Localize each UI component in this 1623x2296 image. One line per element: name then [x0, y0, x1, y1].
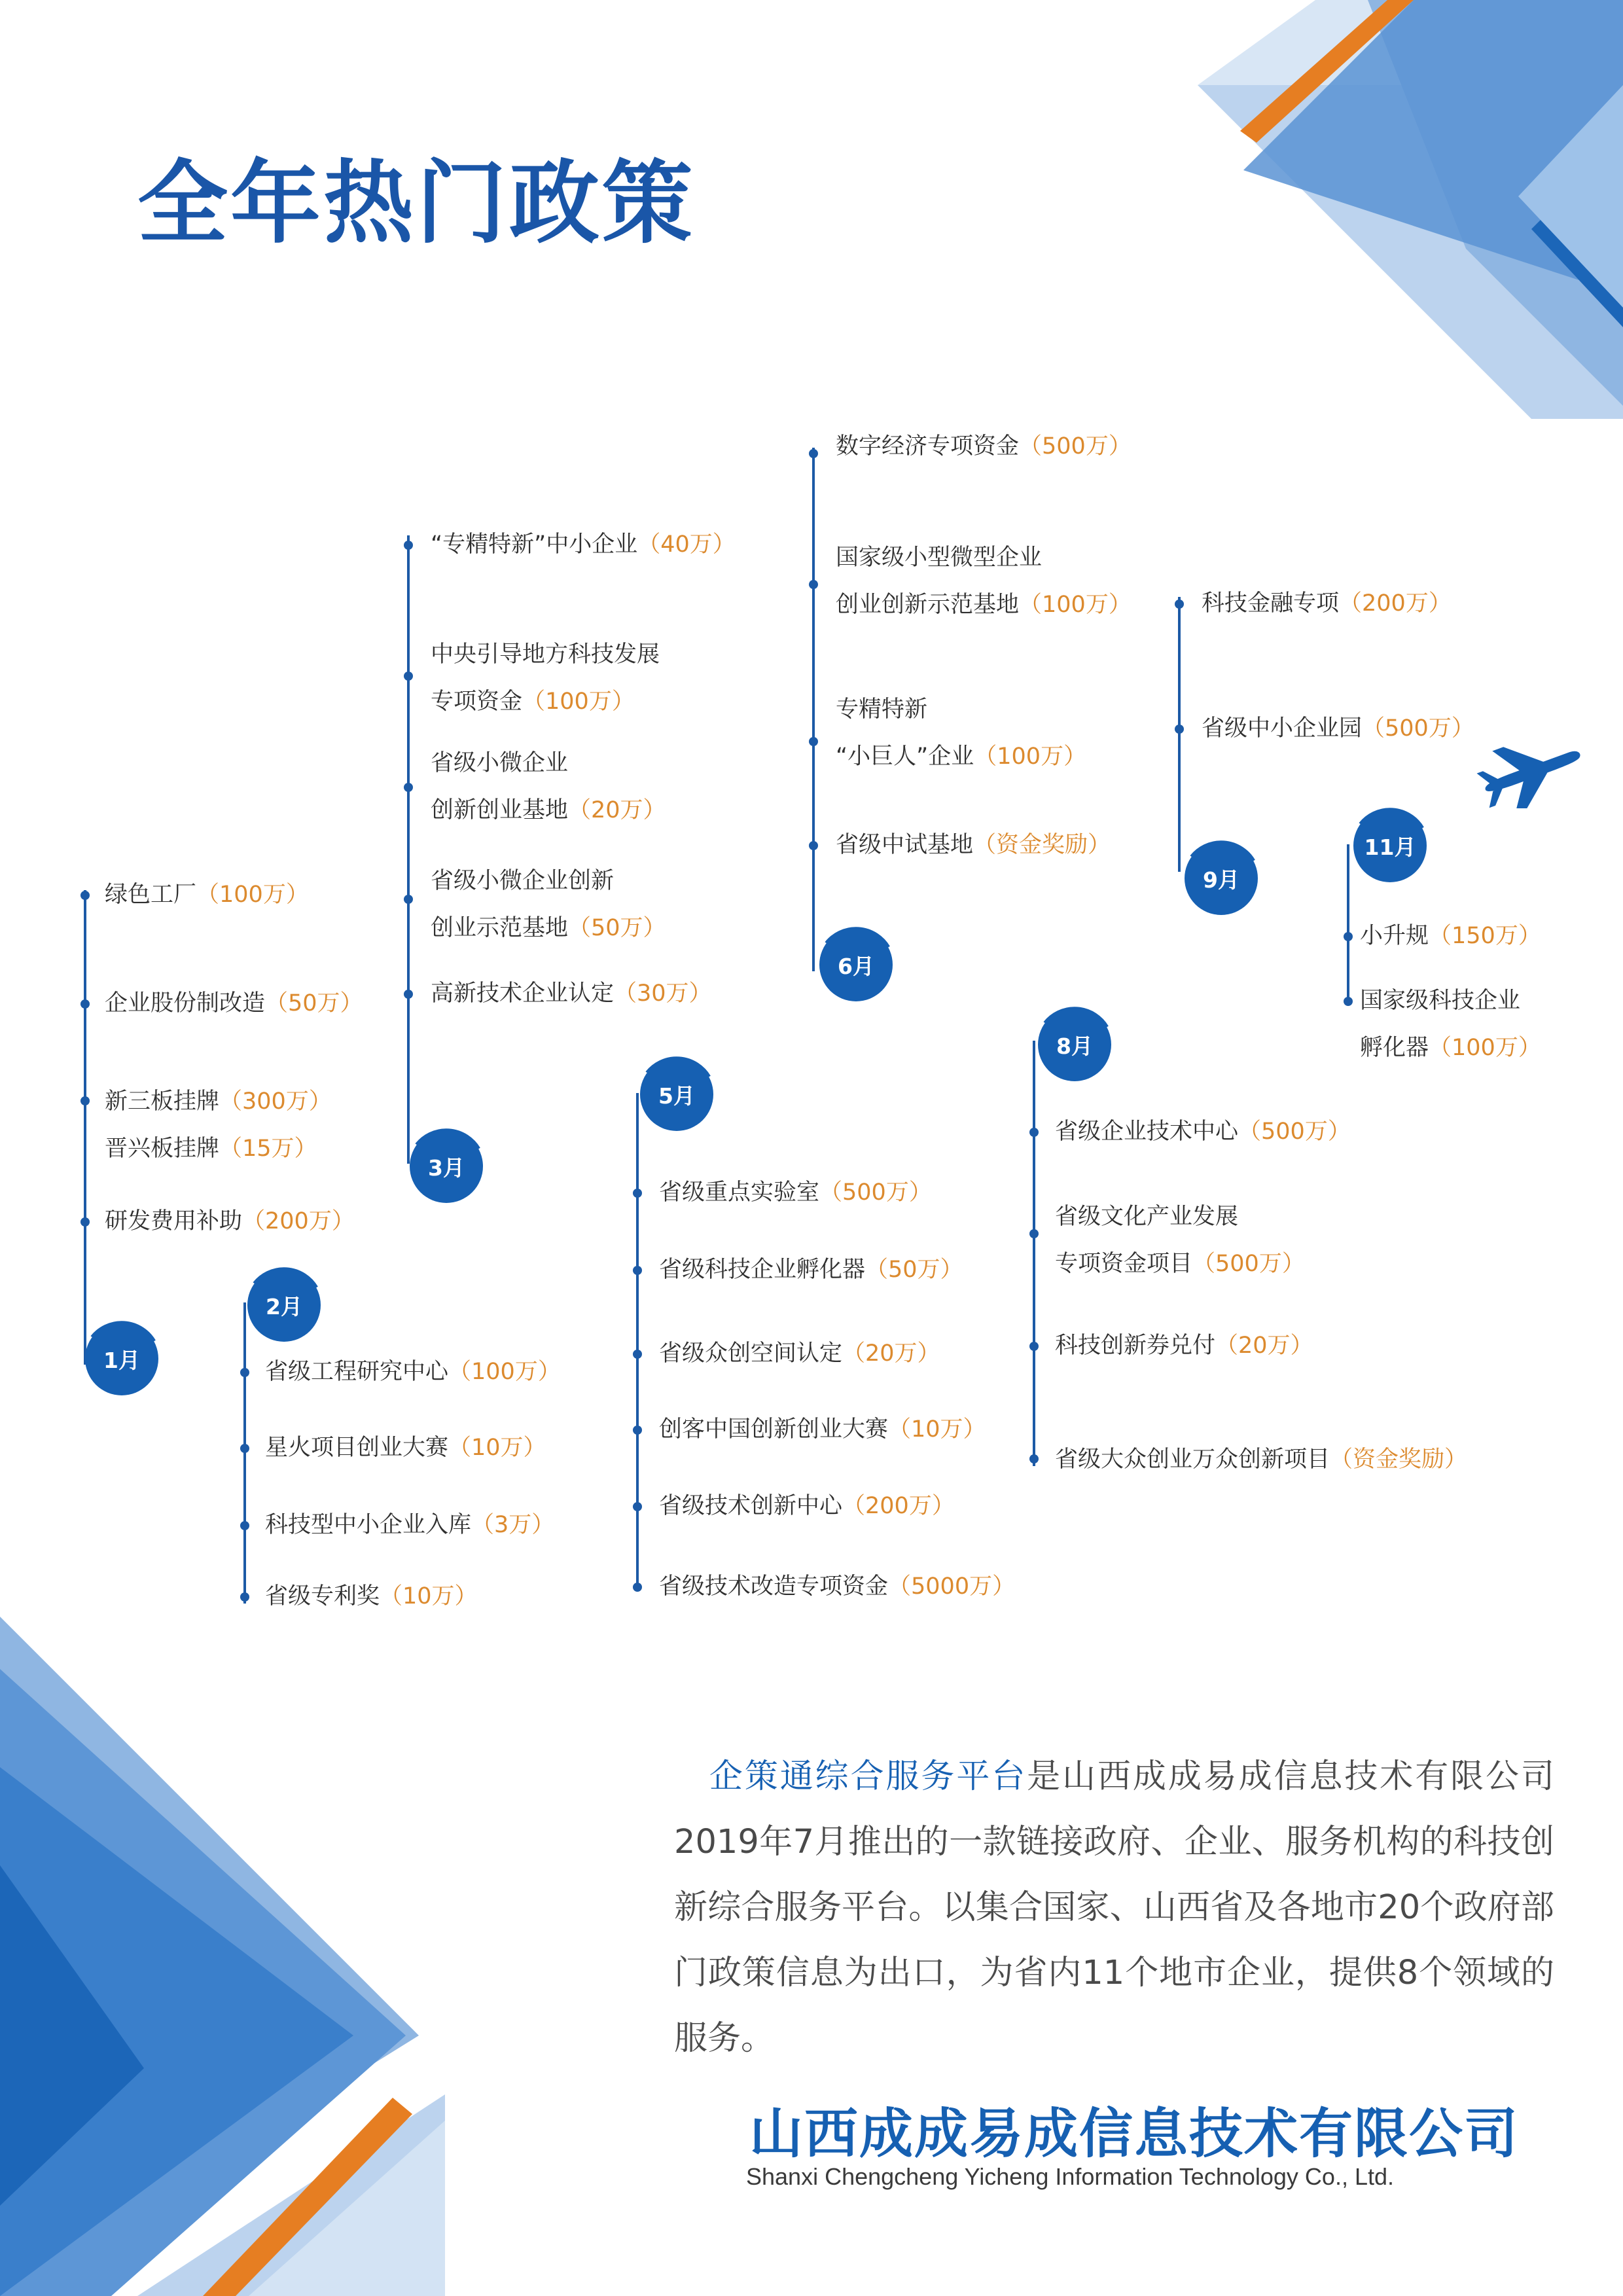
policy-amount: （200万）: [242, 1208, 355, 1234]
policy-amount: （10万）: [380, 1583, 478, 1609]
policy-name: 国家级小型微型企业: [836, 545, 1043, 571]
policy-amount: （40万）: [637, 531, 736, 558]
month-badge-jan: [85, 1322, 158, 1395]
policy-item: [1360, 912, 1541, 960]
month-badge-may: [640, 1058, 713, 1131]
policy-amount: （资金奖励）: [1330, 1446, 1468, 1473]
timeline-dot: [404, 895, 413, 904]
timeline-dot: [404, 990, 413, 999]
policy-name: 科技创新券兑付: [1055, 1333, 1216, 1359]
policy-amount: （15万）: [219, 1136, 317, 1162]
timeline-dot: [1029, 1128, 1039, 1137]
policy-name: 中央引导地方科技发展: [431, 641, 660, 668]
policy-item: [431, 970, 712, 1017]
timeline-line-sep: [1178, 597, 1181, 872]
month-badge-mar: [410, 1130, 483, 1203]
policy-amount: （100万）: [1429, 1035, 1541, 1061]
policy-amount: （100万）: [522, 689, 635, 715]
policy-name: 省级技术创新中心: [659, 1493, 843, 1519]
policy-name: 专项资金: [431, 689, 523, 715]
policy-item: [1055, 1322, 1313, 1369]
policy-name: 创新创业基地: [431, 797, 569, 823]
month-label: 11月: [1353, 809, 1427, 882]
timeline-dot: [633, 1426, 642, 1435]
policy-amount: （30万）: [614, 980, 712, 1007]
policy-amount: （5000万）: [888, 1573, 1016, 1600]
policy-amount: （150万）: [1429, 923, 1541, 949]
month-badge-feb: [247, 1268, 321, 1342]
policy-name: 晋兴板挂牌: [105, 1136, 220, 1162]
policy-amount: （500万）: [1362, 715, 1474, 742]
policy-item: [105, 1125, 317, 1172]
timeline-dot: [240, 1444, 249, 1453]
policy-item: [836, 581, 1132, 628]
policy-item: [1055, 1193, 1238, 1240]
policy-name: 数字经济专项资金: [836, 433, 1020, 459]
policy-item: [265, 1501, 554, 1549]
policy-name: 省级企业技术中心: [1055, 1119, 1239, 1145]
month-label: 5月: [640, 1058, 713, 1131]
policy-amount: （50万）: [265, 990, 363, 1016]
policy-item: [431, 787, 666, 834]
policy-amount: （100万）: [448, 1359, 561, 1385]
month-badge-sep: [1185, 842, 1258, 915]
policy-name: 省级中试基地: [836, 832, 974, 858]
policy-item: [431, 740, 568, 787]
policy-name: 孵化器: [1360, 1035, 1429, 1061]
policy-item: [659, 1330, 940, 1377]
policy-name: 省级中小企业园: [1202, 715, 1363, 742]
month-badge-aug: [1038, 1008, 1111, 1081]
company-name-cn: 山西成成易成信息技术有限公司: [749, 2103, 1520, 2165]
platform-description: [674, 1744, 1554, 2072]
timeline-dot: [404, 672, 413, 681]
timeline-dot: [1175, 600, 1184, 609]
timeline-line-jun: [812, 448, 815, 971]
policy-amount: （20万）: [842, 1340, 940, 1367]
timeline-dot: [1029, 1342, 1039, 1351]
page-title: 全年热门政策: [137, 151, 696, 256]
policy-name: 省级重点实验室: [659, 1179, 820, 1206]
policy-amount: （500万）: [1019, 433, 1132, 459]
policy-amount: （50万）: [568, 915, 666, 941]
policy-name: “小巨人”企业: [836, 744, 974, 770]
policy-item: [659, 1482, 955, 1530]
policy-amount: （10万）: [888, 1416, 986, 1443]
policy-amount: （200万）: [1339, 590, 1452, 617]
policy-item: [265, 1348, 561, 1395]
timeline-line-may: [636, 1093, 639, 1590]
policy-item: [105, 1078, 332, 1125]
timeline-line-mar: [407, 535, 410, 1164]
policy-item: [265, 1424, 546, 1471]
policy-item: [836, 733, 1086, 780]
policy-item: [836, 686, 927, 733]
policy-item: [431, 857, 614, 905]
policy-item: [836, 534, 1042, 581]
policy-name: 高新技术企业认定: [431, 980, 615, 1007]
policy-item: [1055, 1240, 1305, 1287]
policy-item: [1360, 977, 1520, 1024]
policy-amount: （500万）: [819, 1179, 932, 1206]
policy-name: 省级文化产业发展: [1055, 1204, 1239, 1230]
policy-amount: （100万）: [196, 882, 309, 908]
policy-name: 科技金融专项: [1202, 590, 1340, 617]
timeline-dot: [1029, 1454, 1039, 1463]
policy-item: [1055, 1108, 1351, 1155]
month-badge-jun: [819, 928, 893, 1001]
timeline-dot: [1344, 997, 1353, 1006]
month-label: 3月: [410, 1130, 483, 1203]
policy-item: [659, 1563, 1015, 1610]
policy-name: 研发费用补助: [105, 1208, 243, 1234]
policy-amount: （资金奖励）: [973, 832, 1111, 858]
policy-item: [105, 980, 363, 1027]
timeline-line-aug: [1033, 1041, 1035, 1466]
policy-amount: （10万）: [448, 1435, 546, 1461]
policy-item: [1360, 1024, 1541, 1071]
timeline-dot: [240, 1592, 249, 1602]
policy-name: 省级技术改造专项资金: [659, 1573, 889, 1600]
month-label: 9月: [1185, 842, 1258, 915]
policy-name: 创业示范基地: [431, 915, 569, 941]
airplane-icon: [1476, 736, 1587, 808]
policy-item: [1202, 580, 1452, 627]
policy-item: [431, 905, 666, 952]
month-badge-nov: [1353, 809, 1427, 882]
policy-name: 专精特新: [836, 696, 928, 723]
timeline-dot: [240, 1368, 249, 1377]
timeline-dot: [1175, 725, 1184, 734]
timeline-dot: [633, 1583, 642, 1592]
policy-name: 创客中国创新创业大赛: [659, 1416, 889, 1443]
policy-name: 绿色工厂: [105, 882, 197, 908]
policy-amount: （500万）: [1238, 1119, 1351, 1145]
policy-item: [431, 631, 660, 678]
policy-name: 创业创新示范基地: [836, 592, 1020, 618]
timeline-line-jan: [84, 890, 86, 1365]
timeline-dot: [1029, 1229, 1039, 1238]
policy-item: [265, 1573, 478, 1620]
platform-name: 企策通综合服务平台: [707, 1757, 1027, 1796]
policy-name: 小升规: [1360, 923, 1429, 949]
policy-name: 省级小微企业创新: [431, 868, 615, 894]
policy-name: 省级众创空间认定: [659, 1340, 843, 1367]
timeline-dot: [633, 1350, 642, 1359]
policy-amount: （100万）: [1019, 592, 1132, 618]
policy-item: [836, 821, 1111, 869]
policy-item: [431, 678, 635, 725]
timeline-dot: [404, 541, 413, 550]
policy-name: “专精特新”中小企业: [431, 531, 638, 558]
month-label: 6月: [819, 928, 893, 1001]
timeline-dot: [809, 580, 818, 589]
policy-name: 省级科技企业孵化器: [659, 1257, 866, 1283]
month-label: 2月: [247, 1268, 321, 1342]
month-label: 1月: [85, 1322, 158, 1395]
policy-item: [1202, 705, 1474, 752]
policy-amount: （300万）: [219, 1088, 332, 1115]
policy-amount: （200万）: [842, 1493, 955, 1519]
policy-amount: （20万）: [1215, 1333, 1313, 1359]
policy-item: [659, 1169, 932, 1216]
timeline-dot: [633, 1189, 642, 1198]
timeline-dot: [633, 1266, 642, 1275]
policy-amount: （3万）: [471, 1512, 555, 1538]
timeline-dot: [80, 999, 90, 1009]
policy-name: 省级大众创业万众创新项目: [1055, 1446, 1330, 1473]
policy-name: 省级工程研究中心: [265, 1359, 449, 1385]
policy-name: 新三板挂牌: [105, 1088, 220, 1115]
policy-item: [431, 521, 736, 568]
policy-item: [105, 1198, 355, 1245]
policy-name: 专项资金项目: [1055, 1251, 1193, 1277]
timeline-dot: [80, 1096, 90, 1105]
description-text: 是山西成成易成信息技术有限公司2019年7月推出的一款链接政府、企业、服务机构的科技创新综合服务平台。以集合国家、山西省及各地市20个政府部门政策信息为出口，为省内11个地市企业，提供8个领域的服务。: [674, 1757, 1554, 2058]
timeline-dot: [809, 449, 818, 458]
timeline-dot: [240, 1521, 249, 1530]
month-label: 8月: [1038, 1008, 1111, 1081]
policy-name: 企业股份制改造: [105, 990, 266, 1016]
policy-item: [105, 871, 309, 918]
timeline-dot: [1344, 932, 1353, 941]
policy-amount: （500万）: [1192, 1251, 1305, 1277]
policy-name: 科技型中小企业入库: [265, 1512, 472, 1538]
policy-item: [1055, 1436, 1467, 1483]
policy-name: 省级专利奖: [265, 1583, 380, 1609]
policy-name: 国家级科技企业: [1360, 988, 1521, 1014]
timeline-line-feb: [243, 1302, 246, 1604]
policy-item: [659, 1246, 963, 1293]
policy-item: [836, 423, 1132, 470]
timeline-dot: [809, 737, 818, 746]
policy-amount: （20万）: [568, 797, 666, 823]
policy-item: [659, 1406, 986, 1453]
timeline-dot: [80, 1217, 90, 1227]
policy-amount: （100万）: [974, 744, 1087, 770]
timeline-dot: [633, 1502, 642, 1511]
policy-name: 星火项目创业大赛: [265, 1435, 449, 1461]
timeline-dot: [80, 891, 90, 900]
timeline-dot: [404, 783, 413, 792]
policy-name: 省级小微企业: [431, 750, 569, 776]
company-name-en: Shanxi Chengcheng Yicheng Information Technology Co., Ltd.: [746, 2163, 1394, 2190]
policy-amount: （50万）: [865, 1257, 963, 1283]
timeline-dot: [809, 841, 818, 850]
